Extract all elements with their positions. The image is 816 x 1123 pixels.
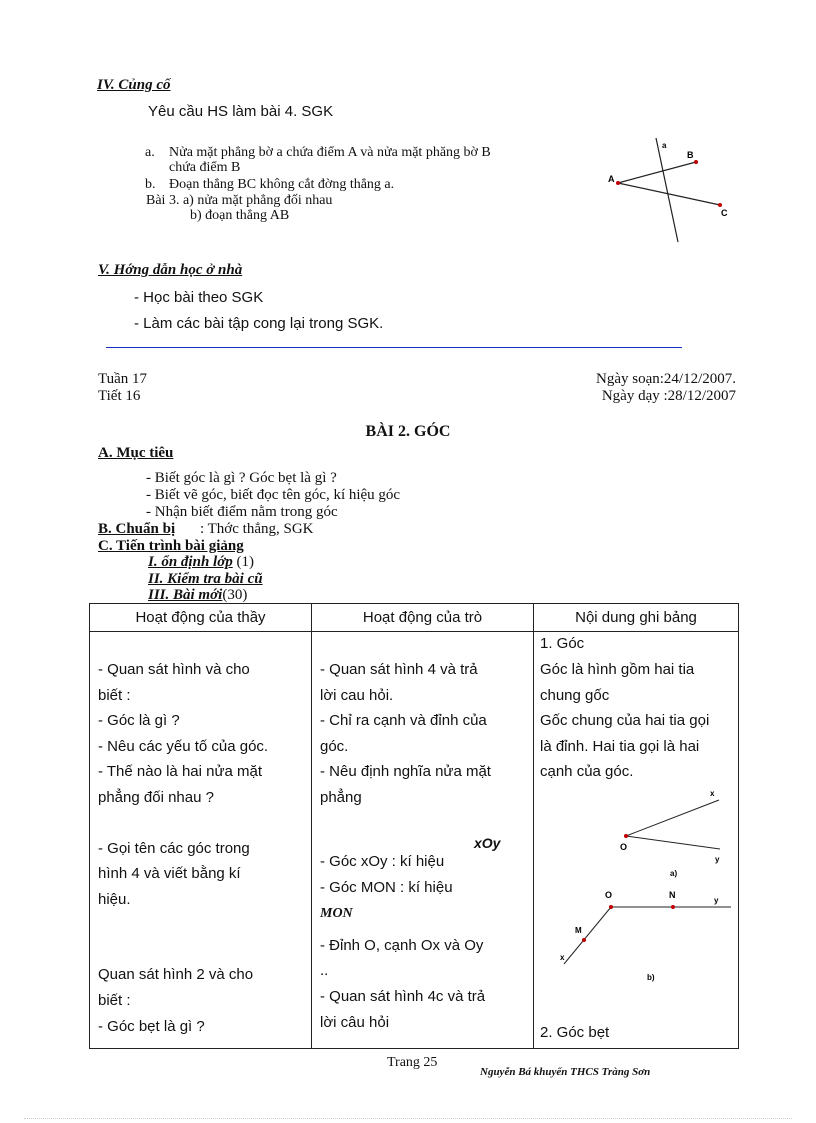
vertex-o-a	[624, 834, 628, 838]
goal-1: - Biết góc là gì ? Góc bẹt là gì ?	[146, 470, 337, 486]
student-line: - Góc MON : kí hiệu	[320, 879, 453, 896]
board-line: 1. Góc	[540, 635, 585, 652]
student-line: lời cau hỏi.	[320, 687, 394, 704]
teacher-column	[90, 632, 311, 1048]
header-student: Hoạt động của trò	[312, 604, 534, 632]
fig-a-x-label: x	[710, 789, 715, 798]
process-heading: C. Tiến trình bài giảng	[98, 538, 244, 554]
vertex-o-b	[609, 905, 613, 909]
label-line-a: a	[662, 141, 667, 150]
prep-text: : Thớc thẳng, SGK	[200, 521, 314, 537]
fig-b-x-label: x	[560, 953, 565, 962]
answer-a-line2: chứa điểm B	[169, 160, 241, 175]
label-A: A	[608, 174, 615, 184]
line-a	[656, 138, 678, 242]
answer-a-line1: Nửa mặt phẳng bờ a chứa điểm A và nửa mặt phăng bờ B	[169, 145, 491, 160]
label-B: B	[687, 150, 694, 160]
point-n	[671, 905, 675, 909]
answer-b-line: Đoạn thẳng BC không cắt đờng thẳng a.	[169, 177, 395, 192]
board-line: cạnh của góc.	[540, 763, 634, 780]
fig-a-caption: a)	[670, 869, 678, 878]
board-line: 2. Góc bẹt	[540, 1024, 610, 1041]
student-line: - Quan sát hình 4c và trả	[320, 988, 486, 1005]
section-v-heading: V. Hớng dẫn học ở nhà	[98, 262, 243, 278]
fig-b-n-label: N	[669, 890, 676, 900]
lesson-table	[89, 603, 739, 1049]
teacher-line: biết :	[98, 687, 131, 704]
answer-b-label: b.	[145, 177, 156, 192]
subsection-3-time: (30)	[222, 587, 248, 603]
teacher-line: hiệu.	[98, 891, 131, 908]
student-line: phẳng	[320, 789, 362, 806]
xoy-angle-symbol: xOy	[474, 835, 501, 851]
board-line: Góc là hình gồm hai tia	[540, 661, 695, 678]
homework-item-2: - Làm các bài tập cong lại trong SGK.	[134, 315, 384, 332]
goal-2: - Biết vẽ góc, biết đọc tên góc, kí hiệu góc	[146, 487, 401, 503]
fig-a-o-label: O	[620, 842, 628, 852]
student-line: lời câu hỏi	[320, 1014, 390, 1031]
segment-AB	[618, 162, 696, 183]
board-line: chung gốc	[540, 687, 610, 704]
bai3-line2: b) đoạn thẳng AB	[190, 208, 290, 223]
subsection-1: I. ổn định lớp	[148, 554, 233, 570]
teacher-line: phẳng đối nhau ?	[98, 789, 214, 806]
fig-b-y-label: y	[714, 896, 719, 905]
teacher-line: biết :	[98, 992, 131, 1009]
board-line: là đỉnh. Hai tia gọi là hai	[540, 738, 700, 755]
header-teacher: Hoạt động của thầy	[90, 604, 312, 632]
teacher-line: - Góc bẹt là gì ?	[98, 1018, 205, 1035]
angle-figures	[534, 782, 744, 1022]
board-line: Gốc chung của hai tia gọi	[540, 712, 710, 729]
period-label: Tiết 16	[98, 388, 141, 404]
answer-a-label: a.	[145, 145, 155, 160]
teacher-line: - Thế nào là hai nửa mặt	[98, 763, 263, 780]
author-signature: Nguyễn Bá khuyến THCS Tràng Sơn	[480, 1066, 651, 1078]
prep-date: Ngày soạn:24/12/2007.	[596, 371, 736, 387]
fig-b-o-label: O	[605, 890, 613, 900]
teacher-line: Quan sát hình 2 và cho	[98, 966, 254, 983]
teach-date: Ngày dạy :28/12/2007	[601, 388, 736, 404]
subsection-1-time: (1)	[232, 554, 254, 570]
point-c	[718, 203, 722, 207]
objectives-heading: A. Mục tiêu	[98, 445, 174, 461]
student-line: - Quan sát hình 4 và trả	[320, 661, 478, 678]
subsection-3: III. Bài mới	[148, 587, 223, 603]
teacher-line: - Góc là gì ?	[98, 712, 180, 729]
prep-heading: B. Chuẩn bị	[98, 521, 176, 537]
student-column	[312, 632, 533, 1048]
student-line: - Chỉ ra cạnh và đỉnh của	[320, 712, 487, 729]
lesson-title: BÀI 2. GÓC	[365, 423, 451, 440]
section-divider	[106, 347, 682, 348]
point-b	[694, 160, 698, 164]
page-number: Trang 25	[387, 1055, 438, 1070]
ray-oy	[626, 836, 720, 849]
fig-b-caption: b)	[647, 973, 655, 982]
student-line: ..	[320, 962, 329, 979]
fig-a-y-label: y	[715, 855, 720, 864]
goal-3: - Nhận biết điểm nằm trong góc	[146, 504, 338, 520]
fig-b-m-label: M	[575, 926, 582, 935]
board-column	[534, 632, 738, 1048]
teacher-line: hình 4 và viết bằng kí	[98, 865, 241, 882]
point-m	[582, 938, 586, 942]
ray-ox-b	[564, 907, 611, 964]
week-label: Tuần 17	[98, 371, 148, 387]
student-line: - Nêu định nghĩa nửa mặt	[320, 763, 491, 780]
half-plane-figure	[600, 130, 740, 250]
subsection-2: II. Kiểm tra bài cũ	[148, 571, 263, 587]
label-C: C	[721, 208, 728, 218]
ray-ox	[626, 800, 719, 836]
mon-angle-symbol: MON	[320, 906, 353, 921]
page-bottom-rule	[24, 1118, 792, 1119]
student-line: - Góc xOy : kí hiệu	[320, 853, 445, 870]
student-line: góc.	[320, 738, 349, 755]
header-board: Nội dung ghi bảng	[534, 604, 739, 632]
teacher-line: - Nêu các yếu tố của góc.	[98, 738, 269, 755]
teacher-line: - Quan sát hình và cho	[98, 661, 250, 678]
exercise-request: Yêu cầu HS làm bài 4. SGK	[148, 103, 334, 120]
student-line: - Đỉnh O, cạnh Ox và Oy	[320, 937, 484, 954]
teacher-line: - Gọi tên các góc trong	[98, 840, 250, 857]
homework-item-1: - Học bài theo SGK	[134, 289, 264, 306]
bai3-line1: Bài 3. a) nửa mặt phẳng đối nhau	[146, 193, 333, 208]
section-iv-heading: IV. Củng cố	[97, 77, 171, 93]
point-a	[616, 181, 620, 185]
